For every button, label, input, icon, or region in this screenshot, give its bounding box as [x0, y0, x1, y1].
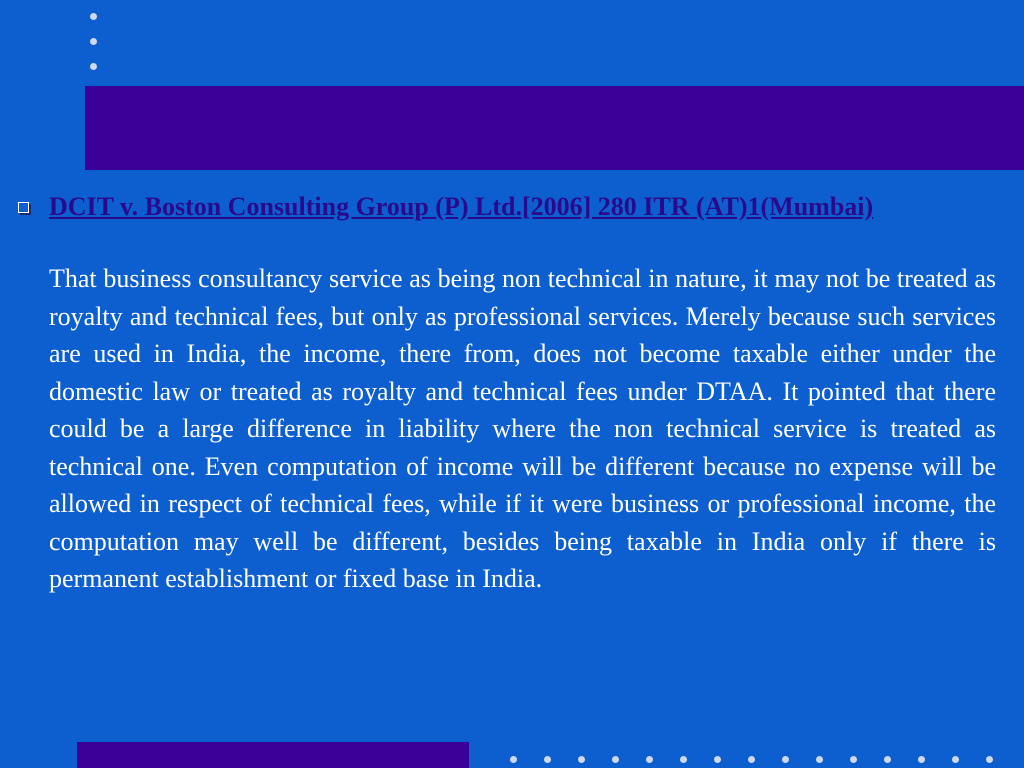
decor-dot — [850, 756, 857, 763]
hollow-square-bullet-icon — [18, 202, 29, 213]
decor-dot — [680, 756, 687, 763]
decor-dot — [952, 756, 959, 763]
decor-dot — [544, 756, 551, 763]
decor-dot — [816, 756, 823, 763]
decor-dot — [986, 756, 993, 763]
decor-dot — [782, 756, 789, 763]
decor-dot — [578, 756, 585, 763]
body-paragraph: That business consultancy service as being non technical in nature, it may not be treated as royalty and technical fees, but only as professional services. Merely because such services are used in India, the income, there from, does not become taxable either under the domestic law or treated as royalty and technical fees under DTAA. It pointed that there could be a large difference in liability where the non technical service is treated as technical one. Even computation of income will be different because no expense will be allowed in respect of technical fees, while if it were business or professional income, the computation may well be different, besides being taxable in India only if there is permanent establishment or fixed base in India. — [49, 264, 996, 593]
decor-dot — [510, 756, 517, 763]
case-citation-heading[interactable]: DCIT v. Boston Consulting Group (P) Ltd.[2006] 280 ITR (AT)1(Mumbai) — [49, 192, 874, 221]
footer-band — [77, 742, 469, 768]
decor-dot — [90, 63, 97, 70]
title-band — [85, 86, 1024, 170]
decor-dot — [884, 756, 891, 763]
decor-dot — [918, 756, 925, 763]
decor-dot — [612, 756, 619, 763]
decor-dot — [748, 756, 755, 763]
decor-dot — [90, 38, 97, 45]
decor-dot — [646, 756, 653, 763]
decor-dot — [714, 756, 721, 763]
decor-dot — [90, 13, 97, 20]
